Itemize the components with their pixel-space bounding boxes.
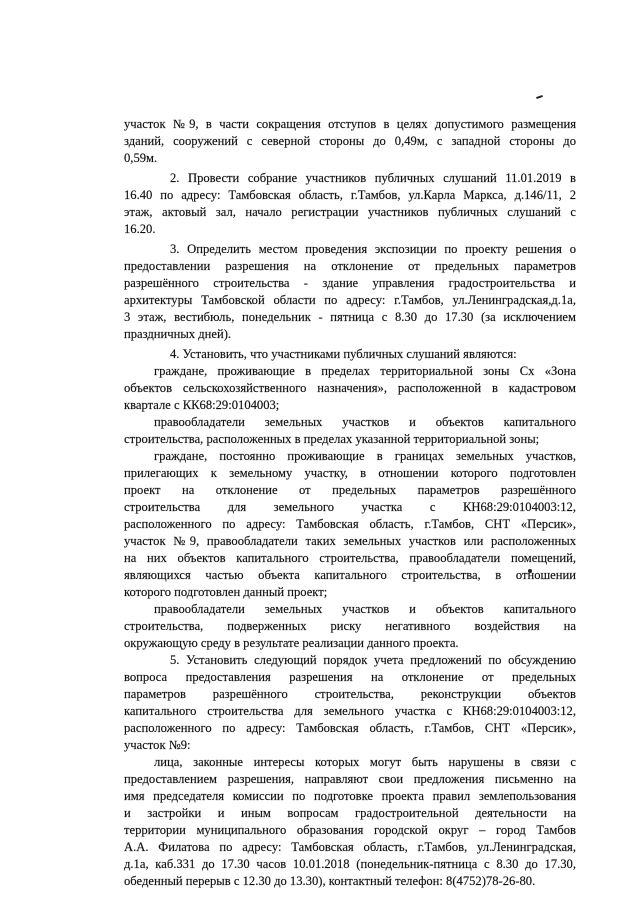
text-line: правообладатели земельных участков и объектов капитального bbox=[154, 602, 576, 616]
text-line: территории муниципального образования городской округ – город Тамбов bbox=[124, 823, 576, 837]
text-line: обеденный перерыв с 12.30 до 13.30), контактный телефон: 8(4752)78-26-80. bbox=[124, 874, 536, 888]
text-line: и застройки и иным вопросам градостроительной деятельности на bbox=[124, 806, 576, 820]
text-line: капитального строительства для земельного участка с КН68:29:0104003:12, bbox=[124, 704, 576, 718]
text-line: участок №9, в части сокращения отступов в целях допустимого размещения bbox=[124, 117, 576, 131]
text-line: параметров разрешённого строительства, реконструкции объектов bbox=[124, 687, 576, 701]
text-line: вопроса предоставления разрешения на отклонение от предельных bbox=[124, 670, 576, 684]
text-line: предоставлением разрешения, направляют свои предложения письменно на bbox=[124, 772, 576, 786]
text-line: 16.20. bbox=[124, 222, 156, 236]
text-line: строительства, расположенных в пределах указанной территориальной зоны; bbox=[124, 432, 540, 446]
text-line: А.А. Филатова по адресу: Тамбовская область, г.Тамбов, ул.Ленинградская, bbox=[124, 840, 576, 854]
text-line: на них объектов капитального строительства, правообладатели помещений, bbox=[124, 551, 576, 565]
text-line: являющихся частью объекта капитального строительства, в отношении bbox=[124, 568, 576, 582]
text-line: праздничных дней). bbox=[124, 327, 232, 341]
text-line: лица, законные интересы которых могут быть нарушены в связи с bbox=[154, 755, 576, 769]
text-line: расположенного по адресу: Тамбовская область, г.Тамбов, СНТ «Персик», bbox=[124, 517, 576, 531]
text-line: этаж, актовый зал, начало регистрации участников публичных слушаний с bbox=[124, 205, 576, 219]
text-line: строительства для земельного участка с КН68:29:0104003:12, bbox=[124, 500, 576, 514]
text-line: граждане, постоянно проживающие в границах земельных участков, bbox=[154, 449, 576, 463]
text-line: граждане, проживающие в пределах территориальной зоны Сх «Зона bbox=[154, 364, 576, 378]
text-line: 3. Определить местом проведения экспозиции по проекту решения о bbox=[170, 242, 576, 256]
text-line: предоставлении разрешения на отклонение от предельных параметров bbox=[124, 259, 576, 273]
text-line: 5. Установить следующий порядок учета предложений по обсуждению bbox=[170, 653, 576, 667]
text-line: объектов сельскохозяйственного назначения», расположенной в кадастровом bbox=[124, 381, 576, 395]
text-line: которого подготовлен данный проект; bbox=[124, 585, 328, 599]
text-line: окружающую среду в результате реализации данного проекта. bbox=[124, 636, 459, 650]
text-line: 3 этаж, вестибюль, понедельник - пятница с 8.30 до 17.30 (за исключением bbox=[124, 310, 576, 324]
text-line: архитектуры Тамбовской области по адресу: г.Тамбов, ул.Ленинградская,д.1а, bbox=[124, 293, 576, 307]
pen-mark bbox=[536, 95, 543, 99]
text-line: правообладатели земельных участков и объектов капитального bbox=[154, 415, 576, 429]
text-line: д.1а, каб.331 до 17.30 часов 10.01.2018 (понедельник-пятница с 8.30 до 17.30, bbox=[124, 857, 576, 871]
text-line: разрешённого строительства - здание управления градостроительства и bbox=[124, 276, 576, 290]
text-line: участок №9: bbox=[124, 738, 191, 752]
text-line: зданий, сооружений с северной стороны до 0,49м, с западной стороны до bbox=[124, 134, 576, 148]
text-line: квартале с КК68:29:0104003; bbox=[124, 398, 280, 412]
text-line: прилегающих к земельному участку, в отношении которого подготовлен bbox=[124, 466, 576, 480]
text-line: 16.40 по адресу: Тамбовская область, г.Тамбов, ул.Карла Маркса, д.146/11, 2 bbox=[124, 188, 576, 202]
text-line: проект на отклонение от предельных параметров разрешённого bbox=[124, 483, 576, 497]
text-line: 4. Установить, что участниками публичных слушаний являются: bbox=[170, 347, 517, 361]
text-line: строительства, подверженных риску негативного воздействия на bbox=[124, 619, 576, 633]
text-line: 2. Провести собрание участников публичных слушаний 11.01.2019 в bbox=[170, 171, 576, 185]
text-line: расположенного по адресу: Тамбовская область, г.Тамбов, СНТ «Персик», bbox=[124, 721, 576, 735]
text-line: участок №9, правообладатели таких земельных участков или расположенных bbox=[124, 534, 576, 548]
text-line: 0,59м. bbox=[124, 151, 158, 165]
text-line: имя председателя комиссии по подготовке проекта правил землепользования bbox=[124, 789, 576, 803]
